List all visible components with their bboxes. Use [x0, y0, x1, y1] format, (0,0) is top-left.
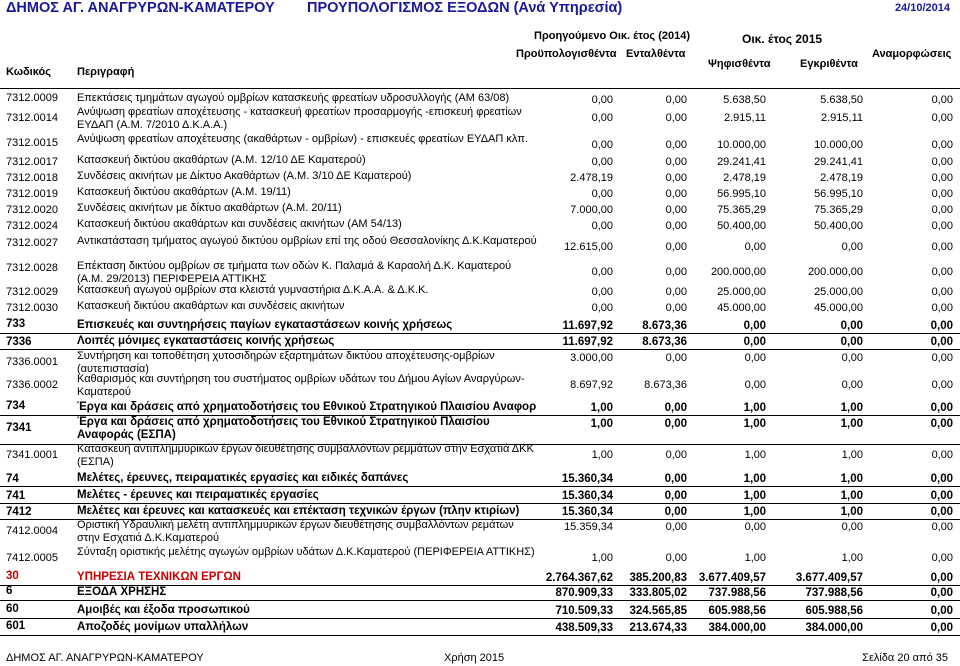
row-voted: 1,00	[743, 490, 766, 502]
table-row	[0, 334, 960, 347]
row-revisions: 0,00	[931, 139, 953, 151]
row-divider	[0, 635, 960, 636]
row-description: Αμοιβές και έξοδα προσωπικού	[77, 604, 250, 616]
row-ordered: 0,00	[665, 241, 687, 253]
row-voted: 737.988,56	[708, 587, 766, 599]
row-voted: 1,00	[743, 418, 766, 430]
table-row	[0, 504, 960, 517]
row-budgeted: 11.697,92	[562, 336, 613, 348]
row-budgeted: 15.360,34	[561, 506, 613, 518]
row-voted: 75.365,29	[717, 204, 766, 216]
row-budgeted: 0,00	[591, 112, 613, 124]
table-row	[0, 300, 960, 313]
row-approved: 0,00	[841, 241, 863, 253]
prev-year-header: Προηγούμενο Οικ. έτος (2014)	[534, 30, 690, 42]
row-description: Συνδέσεις ακινήτων με δίκτυο ακαθάρτων (Α.Μ. 20/11)	[77, 202, 342, 214]
row-code: 601	[6, 620, 26, 632]
row-voted: 1,00	[743, 506, 766, 518]
row-approved: 384.000,00	[805, 622, 863, 634]
row-approved: 200.000,00	[807, 266, 863, 278]
row-revisions: 0,00	[931, 352, 953, 364]
table-row	[0, 318, 960, 331]
row-approved: 1,00	[840, 402, 863, 414]
row-voted: 0,00	[744, 241, 766, 253]
row-budgeted: 870.909,33	[555, 587, 613, 599]
row-approved: 29.241,41	[814, 156, 863, 168]
row-code: 7412	[6, 506, 32, 518]
row-ordered: 8.673,36	[642, 320, 687, 332]
row-ordered: 333.805,02	[629, 587, 687, 599]
row-ordered: 0,00	[665, 204, 687, 216]
row-divider	[0, 600, 960, 601]
table-row	[0, 416, 960, 442]
footer-year: Χρήση 2015	[444, 652, 505, 664]
row-description: Μελέτες και έρευνες και κατασκευές και επέκταση τεχνικών έργων (πλην κτιρίων)	[77, 505, 520, 517]
row-voted: 0,00	[744, 521, 766, 533]
row-voted: 1,00	[744, 552, 766, 564]
row-voted: 200.000,00	[710, 266, 766, 278]
revisions-header: Αναμορφώσεις	[872, 48, 952, 60]
row-voted: 10.000,00	[717, 139, 766, 151]
report-title: ΠΡΟΥΠΟΛΟΓΙΣΜΟΣ ΕΞΟΔΩΝ (Ανά Υπηρεσία)	[307, 0, 623, 16]
row-budgeted: 8.697,92	[570, 379, 613, 391]
row-budgeted: 1,00	[590, 402, 613, 414]
row-budgeted: 2.764.367,62	[545, 572, 613, 584]
row-ordered: 0,00	[665, 139, 687, 151]
row-description: Κατασκευή δικτύου ακαθάρτων (Α.Μ. 12/10 ΔΕ Καματερού)	[77, 154, 366, 166]
row-voted: 1,00	[743, 402, 766, 414]
row-ordered: 0,00	[665, 352, 687, 364]
row-description: Οριστική Υδραυλική μελέτη αντιπλημμυρικών έργων διευθέτησης συμβαλλόντων ρεμάτων στην Εσχατιά Δ.Κ.Καματερού	[77, 519, 514, 544]
row-code: 7312.0024	[6, 220, 58, 232]
row-revisions: 0,00	[930, 572, 953, 584]
row-code: 7312.0018	[6, 172, 58, 184]
row-voted: 0,00	[744, 379, 766, 391]
row-budgeted: 438.509,33	[555, 622, 613, 634]
curr-year-header: Οικ. έτος 2015	[742, 32, 823, 46]
row-budgeted: 710.509,33	[555, 605, 613, 617]
row-code: 7412.0004	[6, 525, 58, 537]
row-budgeted: 0,00	[591, 266, 613, 278]
row-voted: 605.988,56	[708, 605, 766, 617]
row-code: 7336.0002	[6, 379, 58, 391]
table-row	[0, 154, 960, 167]
row-budgeted: 15.360,34	[561, 473, 613, 485]
table-row	[0, 585, 960, 598]
row-voted: 384.000,00	[708, 622, 766, 634]
row-revisions: 0,00	[931, 286, 953, 298]
row-revisions: 0,00	[930, 490, 953, 502]
row-budgeted: 1,00	[591, 449, 613, 461]
row-budgeted: 11.697,92	[562, 320, 613, 332]
row-revisions: 0,00	[931, 379, 953, 391]
row-revisions: 0,00	[930, 622, 953, 634]
row-description: Ανύψωση φρεατίων αποχέτευσης - κατασκευή φρεατίων προσαρμογής -επισκευή φρεατίων ΕΥΔΑΠ (Α.Μ. 7/2010 Δ.Κ.Α.Α.)	[77, 106, 522, 131]
row-description: Μελέτες - έρευνες και πειραματικές εργασίες	[77, 489, 319, 501]
row-voted: 0,00	[744, 352, 766, 364]
row-approved: 56.995,10	[814, 188, 863, 200]
row-approved: 1,00	[840, 418, 863, 430]
row-code: 7312.0030	[6, 302, 58, 314]
row-budgeted: 15.359,34	[564, 521, 613, 533]
row-voted: 50.400,00	[717, 220, 766, 232]
row-approved: 1,00	[840, 490, 863, 502]
row-code: 74	[6, 473, 19, 485]
row-revisions: 0,00	[930, 402, 953, 414]
row-revisions: 0,00	[930, 336, 953, 348]
row-code: 7312.0015	[6, 137, 58, 149]
row-ordered: 324.565,85	[629, 605, 687, 617]
row-code: 7312.0028	[6, 262, 58, 274]
table-row	[0, 603, 960, 616]
row-ordered: 0,00	[665, 156, 687, 168]
table-row	[0, 106, 960, 132]
row-budgeted: 0,00	[591, 220, 613, 232]
row-approved: 10.000,00	[814, 139, 863, 151]
row-code: 7336	[6, 336, 32, 348]
row-code: 7312.0017	[6, 156, 58, 168]
row-revisions: 0,00	[931, 204, 953, 216]
row-description: Αντικατάσταση τμήματος αγωγού δικτύου ομβρίων επί της οδού Θεσσαλονίκης Δ.Κ.Καματερού	[77, 235, 537, 247]
row-code: 733	[6, 318, 26, 330]
voted-header: Ψηφισθέντα	[708, 58, 771, 70]
row-approved: 737.988,56	[805, 587, 863, 599]
row-ordered: 0,00	[665, 94, 687, 106]
row-voted: 2.915,11	[723, 112, 766, 124]
row-voted: 25.000,00	[717, 286, 766, 298]
row-ordered: 385.200,83	[629, 572, 687, 584]
table-row	[0, 218, 960, 231]
row-description: ΕΞΟΔΑ ΧΡΗΣΗΣ	[77, 586, 167, 598]
row-description: Κατασκευή αντιπλημμυρικών έργων διευθέτησης συμβαλλόντων ρεμμάτων στην Εσχατιά ΔΚΚ (ΕΣΠΑ)	[77, 443, 534, 468]
municipality-title: ΔΗΜΟΣ ΑΓ. ΑΝΑΓΡΥΡΩΝ-ΚΑΜΑΤΕΡΟΥ	[6, 0, 275, 16]
row-description: Έργα και δράσεις από χρηματοδοτήσεις του Εθνικού Στρατηγικού Πλαισίου Αναφοράς (ΕΣΠΑ)	[77, 416, 490, 441]
row-code: 7312.0020	[6, 204, 58, 216]
row-revisions: 0,00	[930, 605, 953, 617]
table-row	[0, 546, 960, 572]
row-revisions: 0,00	[931, 188, 953, 200]
desc-header: Περιγραφή	[77, 66, 135, 78]
row-ordered: 0,00	[665, 112, 687, 124]
row-revisions: 0,00	[931, 94, 953, 106]
header-rule	[0, 88, 960, 89]
row-code: 734	[6, 400, 26, 412]
row-code: 7341.0001	[6, 449, 58, 461]
row-budgeted: 0,00	[591, 156, 613, 168]
row-code: 7312.0014	[6, 112, 58, 124]
row-description: Κατασκευή δικτύου ακαθάρτων (Α.Μ. 19/11)	[77, 186, 291, 198]
row-budgeted: 3.000,00	[570, 352, 613, 364]
row-revisions: 0,00	[931, 172, 953, 184]
row-budgeted: 0,00	[591, 188, 613, 200]
row-divider	[0, 618, 960, 619]
report-date: 24/10/2014	[894, 2, 950, 14]
row-revisions: 0,00	[930, 320, 953, 332]
row-ordered: 0,00	[664, 402, 687, 414]
row-description: Επισκευές και συντηρήσεις παγίων εγκαταστάσεων κοινής χρήσεως	[77, 319, 453, 331]
row-revisions: 0,00	[931, 112, 953, 124]
row-description: Μελέτες, έρευνες, πειραματικές εργασίες και ειδικές δαπάνες	[77, 472, 409, 484]
row-approved: 0,00	[840, 336, 863, 348]
row-approved: 0,00	[841, 379, 863, 391]
row-description: Σύνταξη οριστικής μελέτης αγωγών ομβρίων υδάτων Δ.Κ.Καματερού (ΠΕΡΙΦΕΡΕΙΑ ΑΤΤΙΚΗΣ)	[77, 546, 535, 558]
row-revisions: 0,00	[930, 506, 953, 518]
row-approved: 2.478,19	[820, 172, 863, 184]
row-ordered: 0,00	[665, 521, 687, 533]
ordered-header: Ενταλθέντα	[626, 48, 686, 60]
row-approved: 0,00	[841, 521, 863, 533]
footer-municipality: ΔΗΜΟΣ ΑΓ. ΑΝΑΓΡΥΡΩΝ-ΚΑΜΑΤΕΡΟΥ	[6, 652, 204, 664]
table-row	[0, 260, 960, 286]
row-budgeted: 1,00	[591, 552, 613, 564]
row-ordered: 0,00	[664, 506, 687, 518]
row-revisions: 0,00	[931, 220, 953, 232]
code-header: Κωδικός	[6, 66, 51, 78]
row-description: Λοιπές μόνιμες εγκαταστάσεις κοινής χρήσεως	[77, 335, 335, 347]
row-voted: 29.241,41	[717, 156, 766, 168]
row-ordered: 213.674,33	[629, 622, 687, 634]
row-ordered: 8.673,36	[644, 379, 687, 391]
row-description: Επεκτάσεις τμημάτων αγωγού ομβρίων κατασκευής φρεατίων υδροσυλλογής (ΑΜ 63/08)	[77, 92, 510, 104]
row-revisions: 0,00	[931, 156, 953, 168]
table-row	[0, 471, 960, 484]
row-description: ΥΠΗΡΕΣΙΑ ΤΕΧΝΙΚΩΝ ΕΡΓΩΝ	[77, 571, 241, 583]
row-ordered: 0,00	[665, 266, 687, 278]
row-description: Καθαρισμός και συντήρηση του συστήματος ομβρίων υδάτων του Δήμου Αγίων Αναργύρων-Καματερού	[77, 373, 525, 398]
row-description: Αποζοδές μονίμων υπαλλήλων	[77, 621, 249, 633]
row-approved: 1,00	[841, 449, 863, 461]
row-description: Επέκταση δικτύου ομβρίων σε τμήματα των οδών Κ. Παλαμά & Καραολή Δ.Κ. Καματερού (Α.Μ. 29/2013) ΠΕΡΙΦΕΡΕΙΑ ΑΤΤΙΚΗΣ	[77, 260, 512, 285]
row-ordered: 0,00	[664, 490, 687, 502]
row-description: Κατασκευή δικτύου ακαθάρτων και συνδέσεις ακινήτων (ΑΜ 54/13)	[77, 218, 402, 230]
row-code: 7341	[6, 422, 32, 434]
row-description: Κατασκευή αγωγού ομβρίων στα κλειστά γυμναστήρια Δ.Κ.Α.Α. & Δ.Κ.Κ.	[77, 284, 429, 296]
row-approved: 0,00	[841, 352, 863, 364]
row-voted: 5.638,50	[723, 94, 766, 106]
row-revisions: 0,00	[930, 587, 953, 599]
row-code: 6	[6, 585, 13, 597]
row-revisions: 0,00	[931, 302, 953, 314]
row-voted: 2.478,19	[723, 172, 766, 184]
row-code: 7412.0005	[6, 552, 58, 564]
footer-page: Σελίδα 20 από 35	[862, 652, 948, 664]
row-description: Έργα και δράσεις από χρηματοδοτήσεις του Εθνικού Στρατηγικού Πλαισίου Αναφορ	[77, 401, 537, 413]
table-row	[0, 186, 960, 199]
row-voted: 1,00	[743, 473, 766, 485]
row-budgeted: 0,00	[591, 94, 613, 106]
row-budgeted: 0,00	[591, 286, 613, 298]
row-approved: 2.915,11	[820, 112, 863, 124]
row-description: Συνδέσεις ακινήτων με Δίκτυο Ακαθάρτων (Α.Μ. 3/10 ΔΕ Καματερού)	[77, 170, 412, 182]
row-approved: 605.988,56	[805, 605, 863, 617]
approved-header: Εγκριθέντα	[800, 58, 858, 70]
row-ordered: 0,00	[665, 220, 687, 232]
table-row	[0, 235, 960, 261]
row-voted: 1,00	[744, 449, 766, 461]
row-revisions: 0,00	[931, 521, 953, 533]
row-revisions: 0,00	[931, 266, 953, 278]
row-approved: 75.365,29	[814, 204, 863, 216]
row-budgeted: 2.478,19	[570, 172, 613, 184]
row-budgeted: 7.000,00	[570, 204, 613, 216]
row-code: 7312.0019	[6, 188, 58, 200]
row-divider	[0, 486, 960, 487]
row-code: 741	[6, 490, 26, 502]
row-approved: 25.000,00	[814, 286, 863, 298]
row-revisions: 0,00	[931, 449, 953, 461]
row-ordered: 0,00	[664, 473, 687, 485]
table-row	[0, 400, 960, 413]
row-voted: 3.677.409,57	[698, 572, 766, 584]
row-ordered: 0,00	[665, 172, 687, 184]
row-description: Κατασκευή δικτύου ακαθάρτων και συνδέσεις ακινήτων	[77, 300, 345, 312]
row-approved: 50.400,00	[814, 220, 863, 232]
table-row	[0, 202, 960, 215]
row-revisions: 0,00	[931, 241, 953, 253]
row-approved: 1,00	[840, 506, 863, 518]
table-row	[0, 284, 960, 297]
row-code: 7312.0029	[6, 286, 58, 298]
table-row	[0, 443, 960, 469]
table-row	[0, 170, 960, 183]
row-code: 7336.0001	[6, 356, 58, 368]
row-approved: 5.638,50	[820, 94, 863, 106]
row-revisions: 0,00	[930, 418, 953, 430]
row-voted: 45.000,00	[717, 302, 766, 314]
row-ordered: 8.673,36	[642, 336, 687, 348]
row-code: 7312.0027	[6, 237, 58, 249]
table-row	[0, 570, 960, 583]
row-description: Ανύψωση φρεατίων αποχέτευσης (ακαθάρτων - ομβρίων) - επισκευές φρεατίων ΕΥΔΑΠ κλπ.	[77, 133, 529, 145]
row-ordered: 0,00	[665, 449, 687, 461]
row-approved: 1,00	[841, 552, 863, 564]
row-ordered: 0,00	[665, 302, 687, 314]
row-code: 30	[6, 570, 19, 582]
table-row	[0, 620, 960, 633]
row-budgeted: 0,00	[591, 302, 613, 314]
row-approved: 3.677.409,57	[795, 572, 863, 584]
row-approved: 1,00	[840, 473, 863, 485]
row-budgeted: 0,00	[591, 139, 613, 151]
row-voted: 0,00	[743, 320, 766, 332]
row-approved: 0,00	[840, 320, 863, 332]
table-row	[0, 92, 960, 105]
row-budgeted: 1,00	[590, 418, 613, 430]
table-row	[0, 519, 960, 545]
row-ordered: 0,00	[664, 418, 687, 430]
row-voted: 0,00	[743, 336, 766, 348]
row-budgeted: 15.360,34	[561, 490, 613, 502]
row-revisions: 0,00	[931, 552, 953, 564]
row-description: Συντήρηση και τοποθέτηση χυτοσιδηρών εξαρτημάτων δικτύου αποχέτευσης-ομβρίων (αυτεπιστασία)	[77, 350, 495, 375]
row-ordered: 0,00	[665, 188, 687, 200]
row-code: 60	[6, 603, 19, 615]
table-row	[0, 488, 960, 501]
row-voted: 56.995,10	[717, 188, 766, 200]
row-budgeted: 12.615,00	[564, 241, 613, 253]
table-row	[0, 373, 960, 399]
row-code: 7312.0009	[6, 92, 58, 104]
row-ordered: 0,00	[665, 286, 687, 298]
row-approved: 45.000,00	[814, 302, 863, 314]
budgeted-header: Προϋπολογισθέντα	[516, 48, 617, 60]
row-revisions: 0,00	[930, 473, 953, 485]
row-ordered: 0,00	[665, 552, 687, 564]
